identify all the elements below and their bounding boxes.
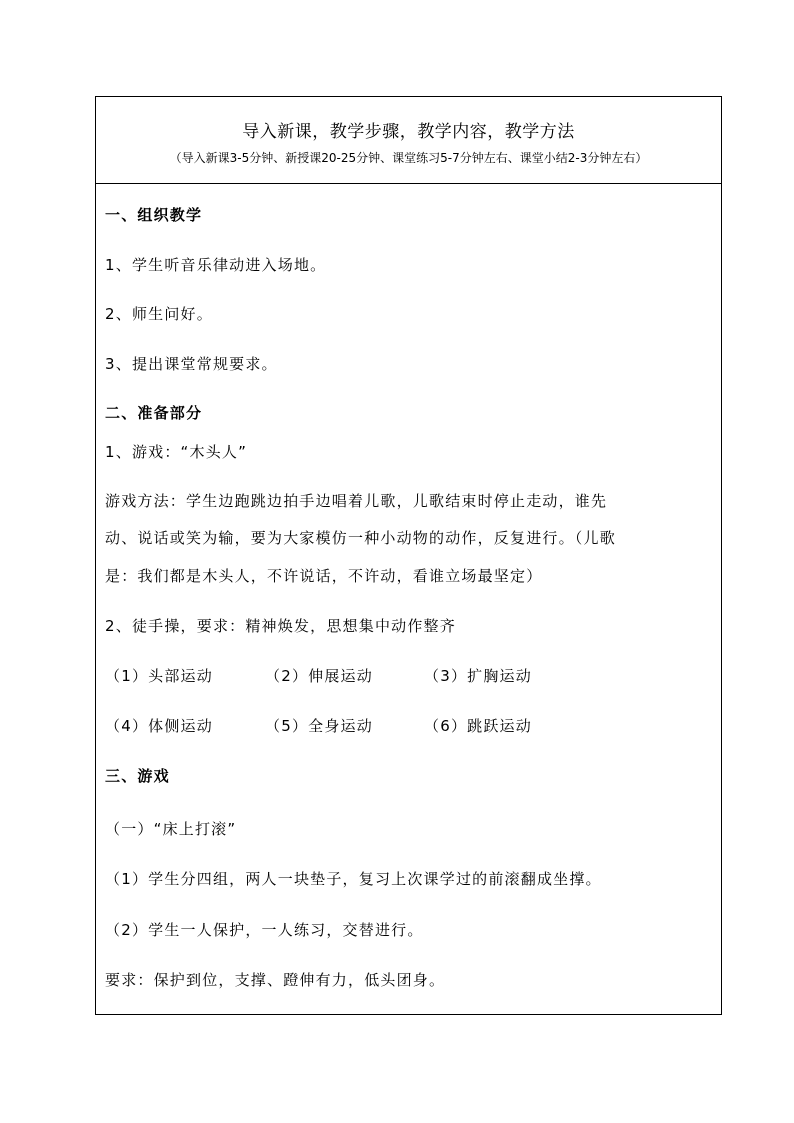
page-title: 导入新课，教学步骤，教学内容，教学方法: [242, 122, 575, 142]
paragraph-line: 游戏方法：学生边跑跳边拍手边唱着儿歌，儿歌结束时停止走动，谁先: [105, 492, 608, 510]
list-item: （2）学生一人保护，一人练习，交替进行。: [105, 921, 424, 939]
table-header: [96, 97, 721, 184]
requirement-text: 要求：保护到位，支撑、蹬伸有力，低头团身。: [105, 971, 446, 989]
exercise-row: [105, 715, 705, 737]
paragraph-line: 是：我们都是木头人，不许说话，不许动，看谁立场最坚定）: [105, 567, 543, 585]
exercise-item: （3）扩胸运动: [424, 667, 532, 685]
list-item: （1）学生分四组，两人一块垫子，复习上次课学过的前滚翻成坐撑。: [105, 870, 602, 888]
exercise-item: （6）跳跃运动: [424, 717, 532, 735]
game-title: 1、游戏：“木头人”: [105, 443, 248, 461]
list-item: 2、师生问好。: [105, 305, 213, 323]
exercise-title: 2、徒手操，要求：精神焕发，思想集中动作整齐: [105, 617, 456, 635]
exercise-item: （1）头部运动: [105, 667, 213, 685]
section-heading-game: 三、游戏: [105, 767, 170, 785]
paragraph-line: 动、说话或笑为输，要为大家模仿一种小动物的动作，反复进行。（儿歌: [105, 529, 616, 547]
exercise-item: （5）全身运动: [265, 717, 373, 735]
section-heading-prepare: 二、准备部分: [105, 404, 203, 422]
table-body: [96, 184, 721, 1014]
game-sub-title: （一）“床上打滚”: [105, 820, 237, 838]
list-item: 1、学生听音乐律动进入场地。: [105, 256, 327, 274]
exercise-row: [105, 665, 705, 687]
section-heading-organize: 一、组织教学: [105, 206, 203, 224]
page-subtitle: （导入新课3-5分钟、新授课20-25分钟、课堂练习5-7分钟左右、课堂小结2-3分钟左右）: [169, 151, 648, 165]
list-item: 3、提出课堂常规要求。: [105, 355, 278, 373]
exercise-item: （2）伸展运动: [265, 667, 373, 685]
exercise-item: （4）体侧运动: [105, 717, 213, 735]
lesson-plan-table: [95, 96, 722, 1015]
